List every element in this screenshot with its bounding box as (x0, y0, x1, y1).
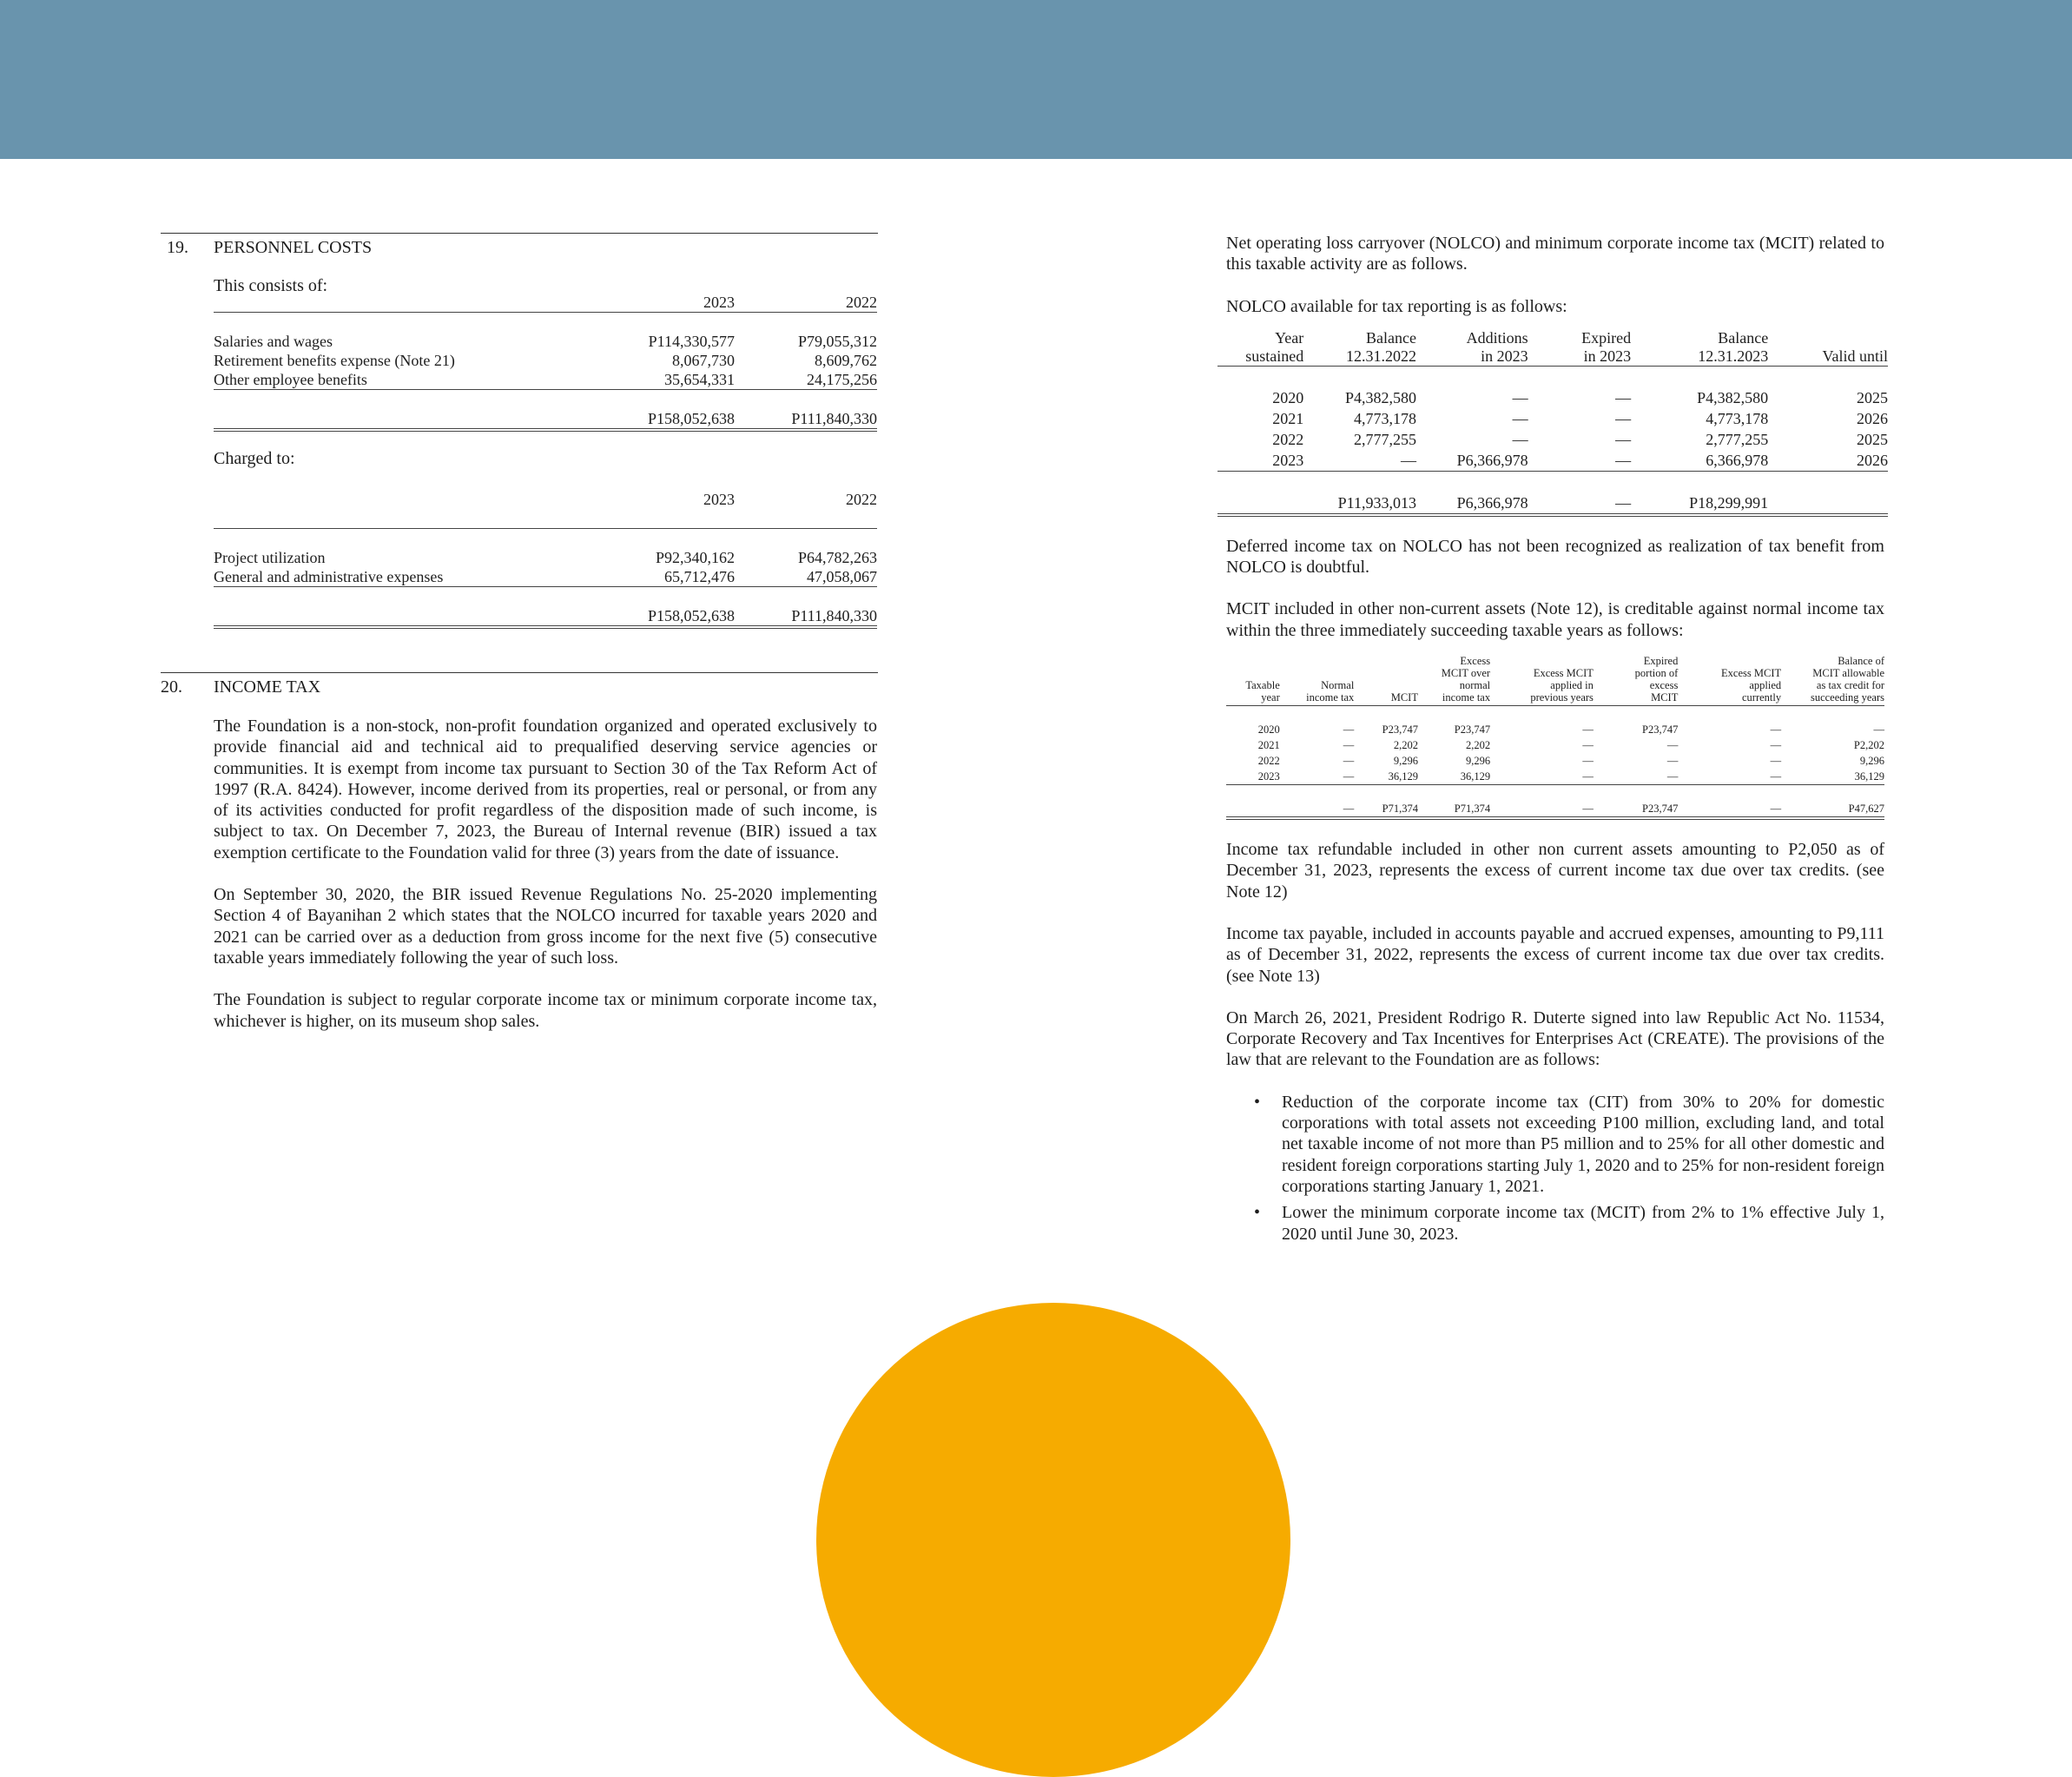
table-row: Project utilization P92,340,162 P64,782,263 (214, 549, 877, 566)
col-2022: 2022 (846, 294, 877, 311)
income-tax-paragraph: On September 30, 2020, the BIR issued Revenue Regulations No. 25-2020 implementing Section 4 of Bayanihan 2 which states that the NOLCO incurred for taxable years 2020 and 2021 can be carried over as a deduction from gross income for the next five (5) consecutive taxable years immediately following the year of such loss. (214, 885, 877, 968)
total-row: P158,052,638 P111,840,330 (214, 409, 877, 430)
total-row: P11,933,013 P6,366,978 — P18,299,991 (1217, 492, 1888, 515)
list-item: • Lower the minimum corporate income tax (MCIT) from 2% to 1% effective July 1, 2020 until June 30, 2023. (1226, 1202, 1884, 1245)
nolco-table (1217, 329, 1888, 517)
note-title: PERSONNEL COSTS (214, 238, 373, 257)
note-number: 19. (167, 238, 188, 257)
note-19-heading (161, 234, 878, 261)
table-header-row: Year sustained Balance 12.31.2022 Additions in 2023 Expired in 2023 Balance 12.31.2023 Valid until (1217, 329, 1888, 367)
total-row: — P71,374 P71,374 — P23,747 — P47,627 (1226, 801, 1884, 818)
note-20-heading (161, 673, 878, 700)
table-row: Other employee benefits 35,654,331 24,175,256 (214, 371, 877, 388)
nolco-intro: NOLCO available for tax reporting is as follows: (1226, 296, 1567, 316)
total-row: P158,052,638 P111,840,330 (214, 606, 877, 627)
note-number: 20. (161, 677, 182, 697)
left-column (161, 233, 878, 1032)
table-row: Salaries and wages P114,330,577 P79,055,312 (214, 333, 877, 350)
charged-intro: Charged to: (214, 449, 295, 468)
nolco-mcit-intro: Net operating loss carryover (NOLCO) and minimum corporate income tax (MCIT) related to this taxable activity are as follows. (1226, 234, 1884, 274)
table-row: 2023 — 36,129 36,129 — — — 36,129 (1226, 769, 1884, 785)
intro-text: This consists of: (214, 276, 328, 295)
income-tax-paragraph: The Foundation is subject to regular corporate income tax or minimum corporate income tax, whichever is higher, on its museum shop sales. (214, 990, 877, 1031)
refundable-paragraph: Income tax refundable included in other non current assets amounting to P2,050 as of December 31, 2023, represents the excess of current income tax due over tax credits. (see Note 12) (1226, 840, 1884, 902)
table-header-row: 2023 2022 (703, 491, 877, 508)
table-row: 2023 — P6,366,978 — 6,366,978 2026 (1217, 450, 1888, 472)
list-item: • Reduction of the corporate income tax (CIT) from 30% to 20% for domestic corporations with total assets not exceeding P100 million, excluding land, and total net taxable income of not more than P5 million and to 25% for all other domestic and resident foreign corporations starting July 1, 2020 and to 25% for non-resident foreign corporations starting January 1, 2021. (1226, 1092, 1884, 1197)
create-act-paragraph: On March 26, 2021, President Rodrigo R. Duterte signed into law Republic Act No. 11534, Corporate Recovery and Tax Incentives for Enterprises Act (CREATE). The provisions of the law that are relevant to the Foundation are as follows: (1226, 1007, 1884, 1070)
table-header-row: Taxable year Normal income tax MCIT Excess MCIT over normal income tax Excess MCIT applied in previous years Expired portion of excess MCIT Excess MCIT applied currently Balance of MCIT allowable as tax credit for succeeding years (1226, 655, 1884, 706)
note-title: INCOME TAX (214, 677, 321, 697)
mcit-intro: MCIT included in other non-current assets (Note 12), is creditable against normal income tax within the three immediately succeeding taxable years as follows: (1226, 599, 1884, 640)
right-column (1226, 233, 1888, 1250)
mcit-table (1226, 655, 1884, 820)
table-row: Retirement benefits expense (Note 21) 8,067,730 8,609,762 (214, 352, 877, 369)
decorative-circle (816, 1303, 1290, 1777)
table-row: 2022 2,777,255 — — 2,777,255 2025 (1272, 430, 1888, 448)
table-row: 2022 — 9,296 9,296 — — — 9,296 (1257, 755, 1884, 768)
table-row: 2021 — 2,202 2,202 — — — P2,202 (1257, 739, 1884, 752)
table-row: 2021 4,773,178 — — 4,773,178 2026 (1272, 409, 1888, 427)
deferred-tax-paragraph: Deferred income tax on NOLCO has not been recognized as realization of tax benefit from NOLCO is doubtful. (1226, 536, 1884, 578)
personnel-costs-table (214, 293, 877, 432)
table-row: 2020 P4,382,580 — — P4,382,580 2025 (1272, 388, 1888, 406)
payable-paragraph: Income tax payable, included in accounts payable and accrued expenses, amounting to P9,111 as of December 31, 2022, represents the excess of current income tax due over tax credits. (see Note 13) (1226, 923, 1884, 986)
income-tax-paragraph: The Foundation is a non-stock, non-profit foundation organized and operated exclusively to provide financial aid and technical aid to prequalified deserving service agencies or communities. It is exempt from income tax pursuant to Section 30 of the Tax Reform Act of 1997 (R.A. 8424). However, income derived from its properties, real or personal, or from any of its activities conducted for profit regardless of the disposition made of such income, is subject to tax. On December 7, 2023, the Bureau of Internal revenue (BIR) issued a tax exemption certificate to the Foundation valid for three (3) years from the date of issuance. (214, 717, 877, 862)
table-row: 2020 — P23,747 P23,747 — P23,747 — — (1257, 723, 1884, 737)
col-2023: 2023 (703, 294, 735, 311)
header-banner (0, 0, 2072, 159)
create-provisions-list (1226, 1092, 1884, 1245)
charged-to-table (214, 490, 877, 629)
table-row: General and administrative expenses 65,712,476 47,058,067 (214, 568, 877, 585)
